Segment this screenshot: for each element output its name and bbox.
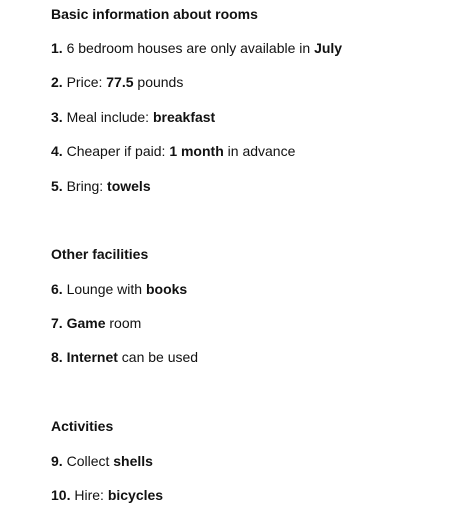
item-answer: breakfast (152, 109, 216, 125)
item-text: in advance (223, 143, 296, 159)
item-text: Lounge with (62, 281, 146, 297)
list-item-5 (51, 177, 151, 195)
item-text: Meal include: (62, 109, 153, 125)
item-number: 1. (51, 40, 63, 56)
list-item-1 (51, 39, 342, 57)
item-text: pounds (133, 74, 184, 90)
list-item-2 (51, 73, 183, 91)
item-number: 8. (51, 349, 63, 365)
section-heading-facilities: Other facilities (51, 246, 149, 262)
list-item-3 (51, 108, 215, 126)
item-answer: July (314, 40, 343, 56)
item-answer: 77.5 (106, 74, 134, 90)
item-number: 7. (51, 315, 63, 331)
item-answer: 1 month (169, 143, 224, 159)
item-answer: towels (107, 178, 151, 194)
item-answer: shells (113, 453, 153, 469)
item-number: 9. (51, 453, 63, 469)
item-number: 2. (51, 74, 63, 90)
section-heading-rooms: Basic information about rooms (51, 6, 258, 22)
item-answer: Game (66, 315, 106, 331)
item-text: Cheaper if paid: (62, 143, 170, 159)
list-item-10 (51, 486, 163, 504)
item-text: Hire: (70, 487, 108, 503)
item-number: 4. (51, 143, 63, 159)
item-text: can be used (117, 349, 199, 365)
list-item-6 (51, 280, 187, 298)
list-item-4 (51, 142, 295, 160)
list-item-7 (51, 314, 141, 332)
item-answer: Internet (66, 349, 118, 365)
item-number: 10. (51, 487, 71, 503)
item-text: Price: (62, 74, 107, 90)
item-text: Collect (62, 453, 114, 469)
section-heading-activities: Activities (51, 418, 114, 434)
item-number: 5. (51, 178, 63, 194)
item-answer: books (145, 281, 188, 297)
item-text: 6 bedroom houses are only available in (62, 40, 315, 56)
item-number: 3. (51, 109, 63, 125)
item-answer: bicycles (107, 487, 164, 503)
list-item-8 (51, 348, 198, 366)
item-number: 6. (51, 281, 63, 297)
item-text: Bring: (62, 178, 108, 194)
item-text: room (105, 315, 142, 331)
list-item-9 (51, 452, 153, 470)
